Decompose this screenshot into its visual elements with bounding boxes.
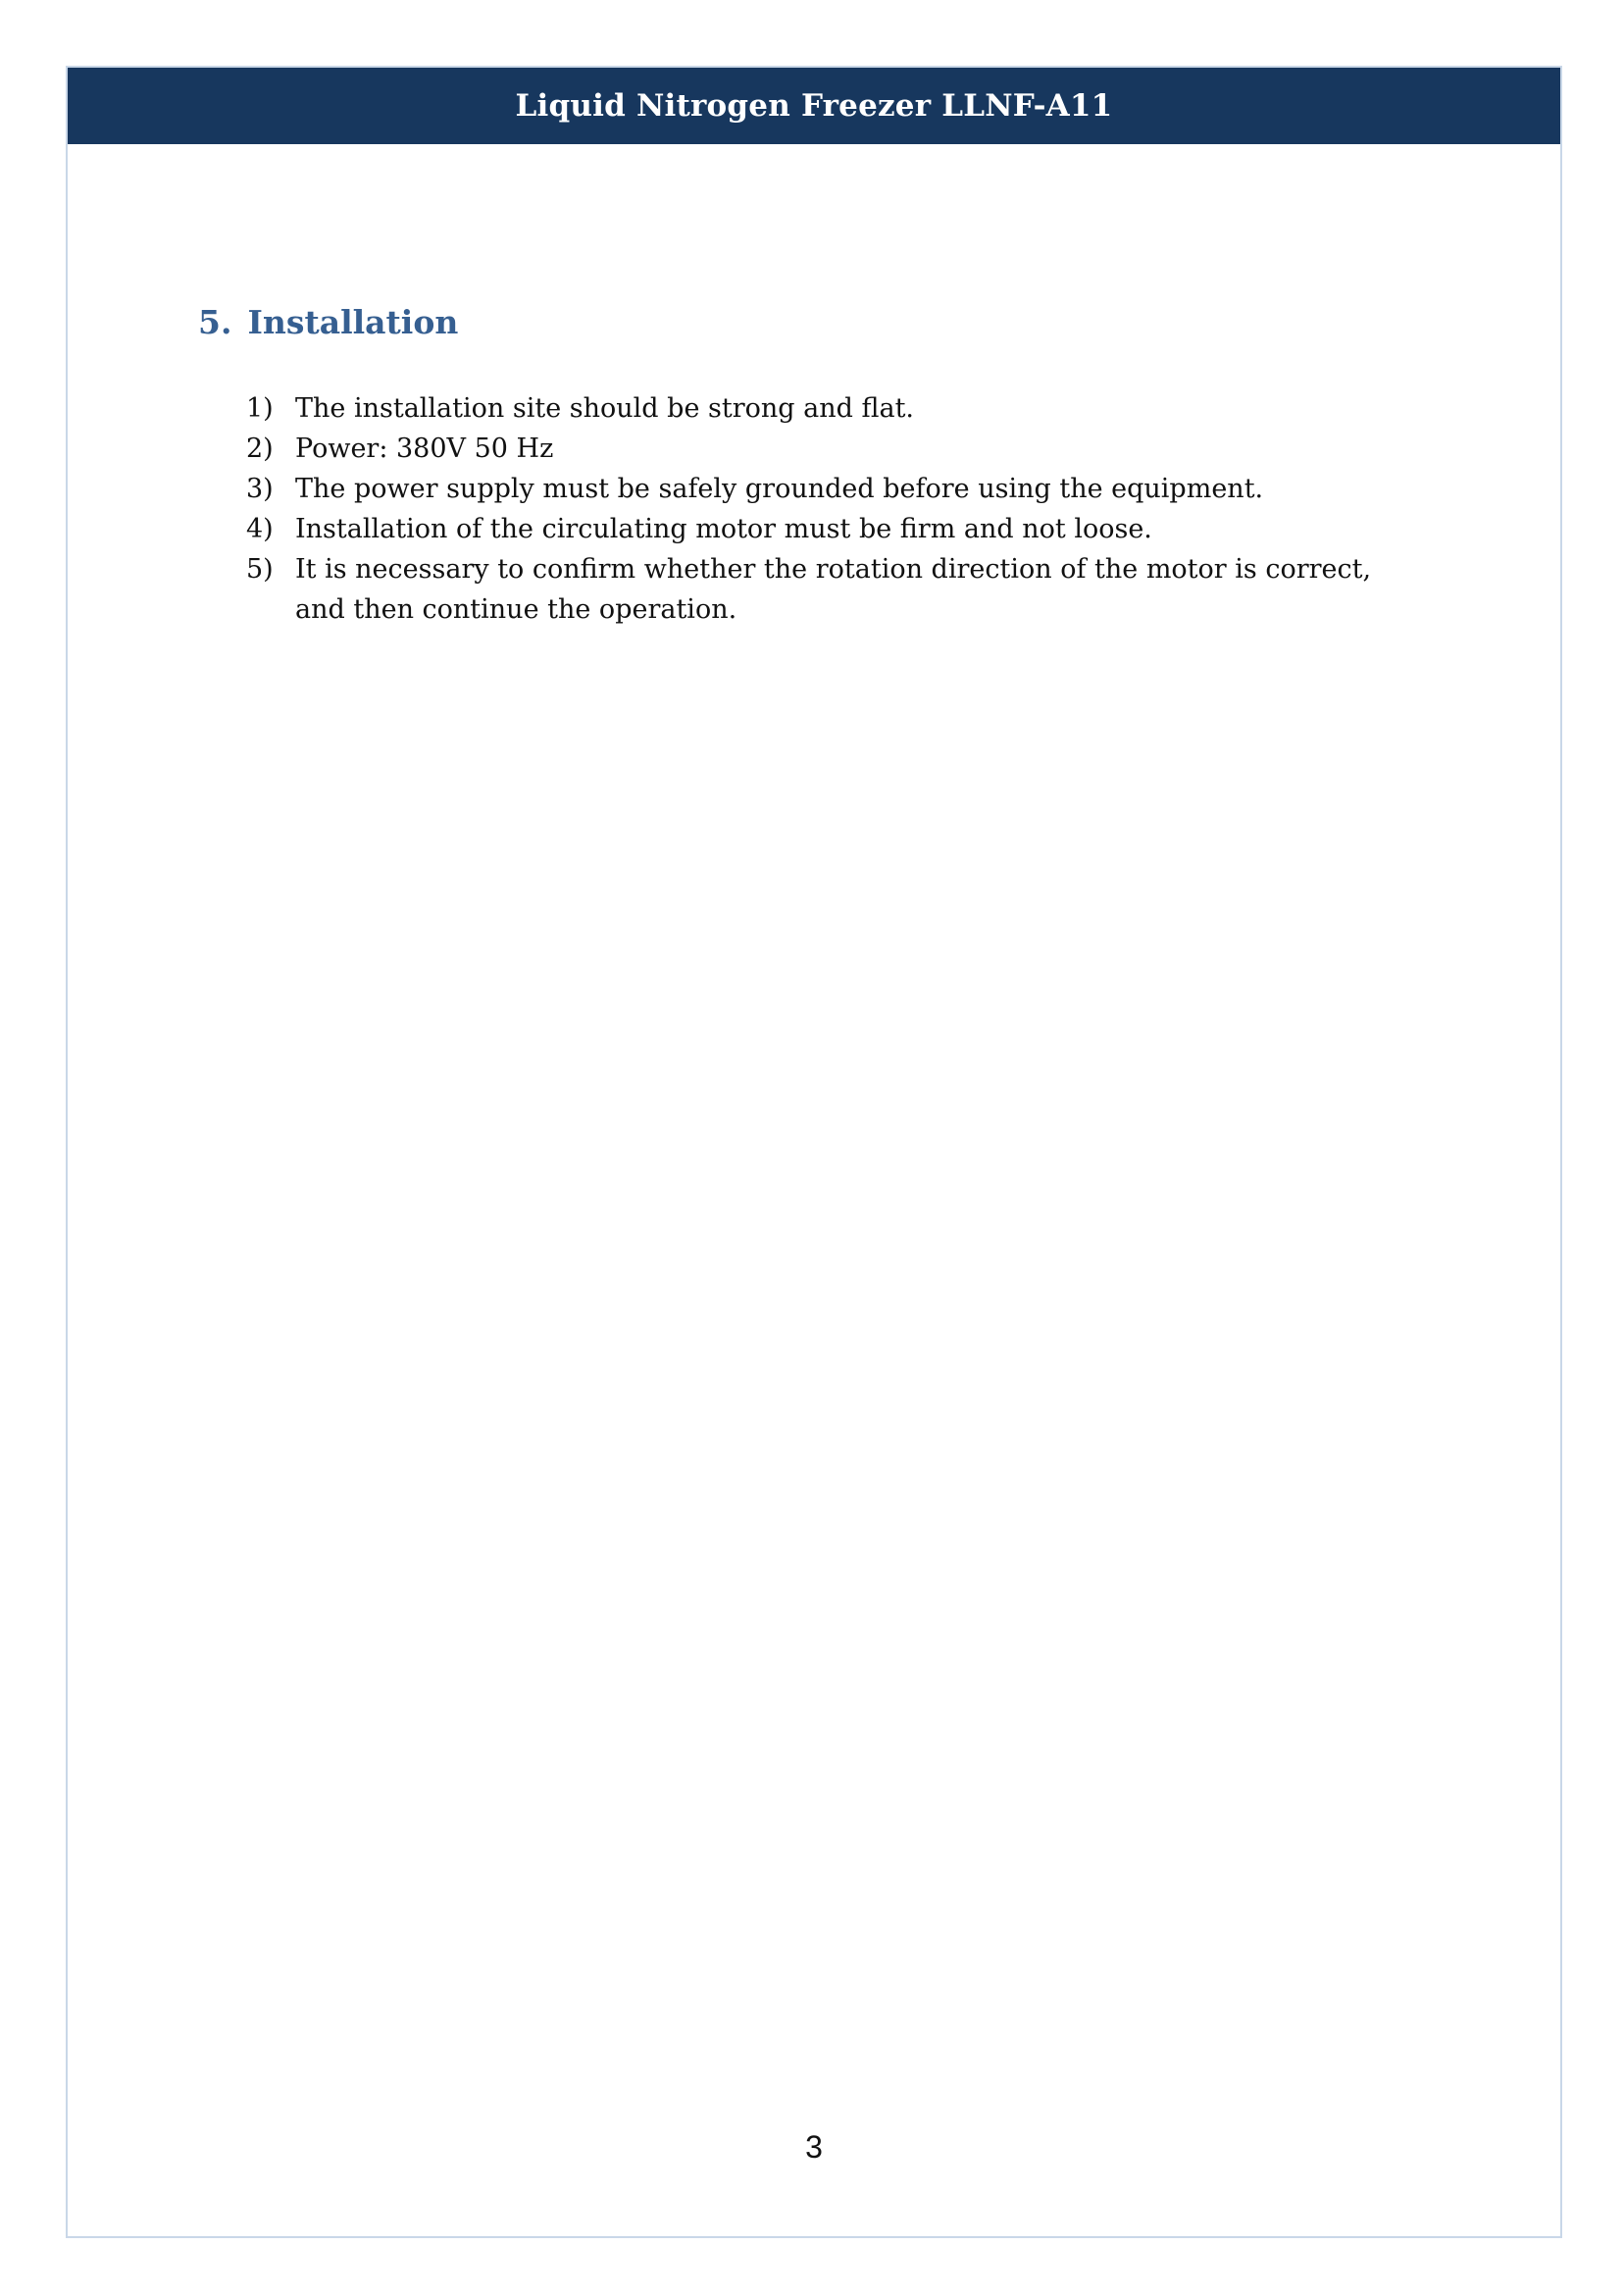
step-text: It is necessary to confirm whether the rotation direction of the motor is correct, and then continue the operation. — [295, 554, 1372, 625]
list-item — [246, 549, 1423, 630]
step-number: 1) — [246, 393, 274, 424]
step-number: 3) — [246, 474, 274, 504]
step-text: Installation of the circulating motor must be firm and not loose. — [295, 514, 1152, 544]
step-text: Power: 380V 50 Hz — [295, 434, 554, 464]
installation-steps-list — [246, 388, 1423, 630]
list-item — [246, 388, 1423, 429]
step-number: 4) — [246, 514, 274, 544]
step-text: The installation site should be strong and flat. — [295, 393, 915, 424]
section-number: 5. — [198, 303, 232, 341]
step-text: The power supply must be safely grounded before using the equipment. — [295, 474, 1264, 504]
document-title: Liquid Nitrogen Freezer LLNF-A11 — [515, 88, 1113, 124]
section-heading — [198, 303, 458, 341]
header-band — [68, 68, 1560, 144]
step-number: 5) — [246, 554, 274, 585]
list-item — [246, 509, 1423, 549]
list-item — [246, 429, 1423, 469]
section-title: Installation — [247, 303, 459, 341]
page-frame — [66, 66, 1562, 2238]
page-number: 3 — [805, 2129, 823, 2165]
list-item — [246, 469, 1423, 509]
step-number: 2) — [246, 434, 274, 464]
